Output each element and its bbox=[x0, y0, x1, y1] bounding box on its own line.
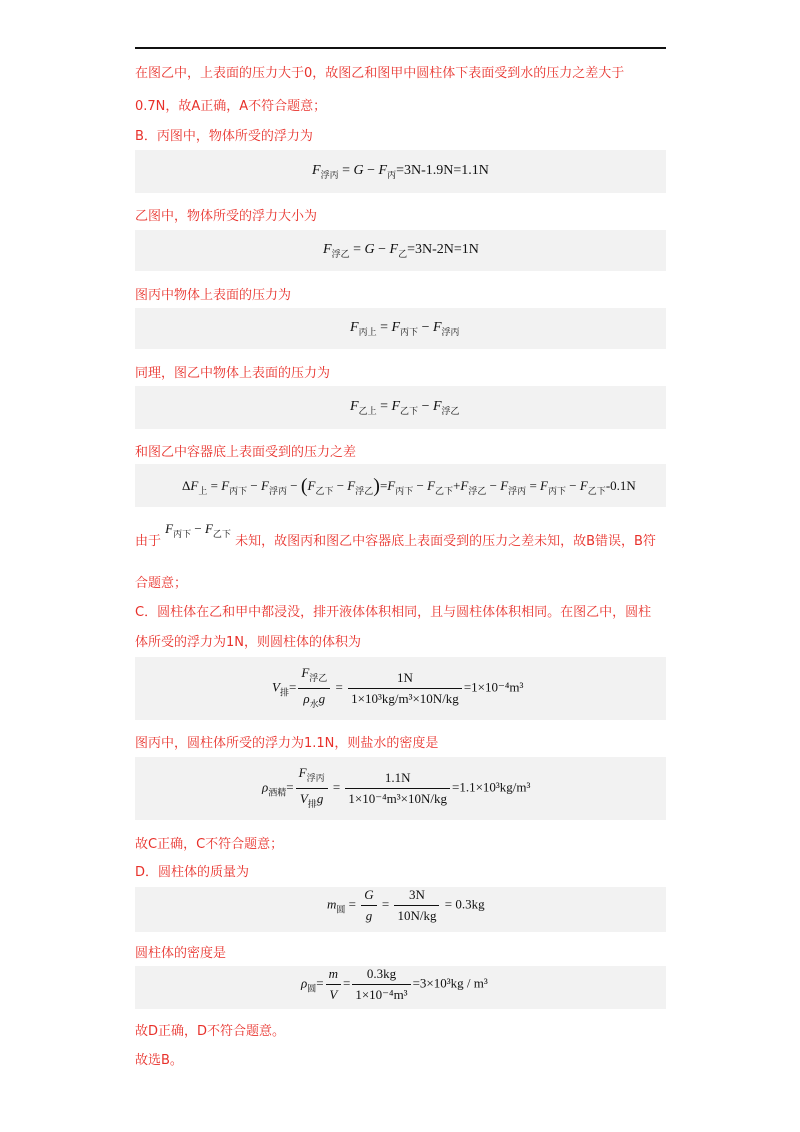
text-line-11: 体所受的浮力为1N，则圆柱体的体积为 bbox=[135, 635, 361, 650]
formula-box-3 bbox=[135, 308, 666, 349]
equation-pressure-yi-top: $F_{乙上} = F_{乙下} - F_{浮乙}$ bbox=[350, 399, 460, 416]
inline-formula-unknown: $F_{丙下} - F_{乙下}$ bbox=[165, 521, 231, 539]
formula-box-8 bbox=[135, 887, 666, 932]
equation-pressure-bing-top: $F_{丙上} = F_{丙下} - F_{浮丙}$ bbox=[350, 320, 460, 337]
equation-pressure-difference: $\Delta F_上 = F_{丙下} - F_{浮丙} - (F_{乙下} - F_{浮乙})=F_{丙下} - F_{乙下}+F_{浮乙} - F_{浮丙} = F_{丙下} - F_{乙下}-0.1N$ bbox=[182, 475, 636, 497]
text-line-7: 和图乙中容器底上表面受到的压力之差 bbox=[135, 445, 357, 460]
text-line-14: D．圆柱体的质量为 bbox=[135, 865, 250, 880]
text-line-6: 同理，图乙中物体上表面的压力为 bbox=[135, 366, 331, 381]
text-line-10: C．圆柱体在乙和甲中都浸没，排开液体体积相同，且与圆柱体体积相同。在图乙中，圆柱 bbox=[135, 605, 652, 620]
equation-cylinder-density: $\rho_圆=$ $\frac{m}{V}$ = $\frac{0.3kg}{\text{1×10⁻⁴m³}}$ =3×10³kg / m³ bbox=[301, 966, 488, 1002]
formula-box-6 bbox=[135, 657, 666, 720]
text-line-5: 图丙中物体上表面的压力为 bbox=[135, 288, 292, 303]
equation-buoyancy-yi: $F_{浮乙} = G - F_乙=3N-2N=1N$ bbox=[323, 242, 479, 259]
text-line-8: 由于 $F_{丙下} - F_{乙下}$ 未知，故图丙和图乙中容器底上表面受到的压力之差未知，故B错误，B符 bbox=[135, 521, 656, 549]
text-line-9: 合题意； bbox=[135, 576, 188, 591]
text-line-4: 乙图中，物体所受的浮力大小为 bbox=[135, 209, 318, 224]
formula-box-1 bbox=[135, 150, 666, 193]
text-line-13: 故C正确，C不符合题意； bbox=[135, 837, 284, 852]
equation-volume: $V_排=$ $\frac{F_{浮乙}}{\rho_水g}$ = $\frac{1N}{\text{1×10³kg/m³×10N/kg}}$ =1×10⁻⁴m³ bbox=[272, 665, 524, 709]
equation-buoyancy-bing: $F_{浮丙} = G - F_丙=3N-1.9N=1.1N$ bbox=[312, 163, 489, 180]
formula-box-4 bbox=[135, 386, 666, 429]
text-line-17: 故选B。 bbox=[135, 1053, 183, 1068]
formula-box-7 bbox=[135, 757, 666, 820]
equation-liquid-density: $\rho_{酒精}=$ $\frac{F_{浮丙}}{V_排g}$ = $\frac{1.1N}{\text{1×10⁻⁴m³×10N/kg}}$ =1.1×10³kg/m³ bbox=[262, 765, 531, 809]
formula-box-2 bbox=[135, 230, 666, 271]
text-line-12: 图丙中，圆柱体所受的浮力为1.1N，则盐水的密度是 bbox=[135, 736, 439, 751]
text-line-15: 圆柱体的密度是 bbox=[135, 946, 227, 961]
text-line-3: B．丙图中，物体所受的浮力为 bbox=[135, 129, 313, 144]
text-line-16: 故D正确，D不符合题意。 bbox=[135, 1024, 286, 1039]
formula-box-5 bbox=[135, 464, 666, 507]
formula-box-9 bbox=[135, 966, 666, 1009]
top-rule bbox=[135, 47, 666, 49]
equation-mass: $m_圆$ = $\frac{G}{g}$ = $\frac{3N}{10N/kg}$ = 0.3kg bbox=[327, 887, 485, 923]
text-line-1: 在图乙中，上表面的压力大于0，故图乙和图甲中圆柱体下表面受到水的压力之差大于 bbox=[135, 66, 625, 81]
text-line-2: 0.7N，故A正确，A不符合题意； bbox=[135, 99, 327, 114]
